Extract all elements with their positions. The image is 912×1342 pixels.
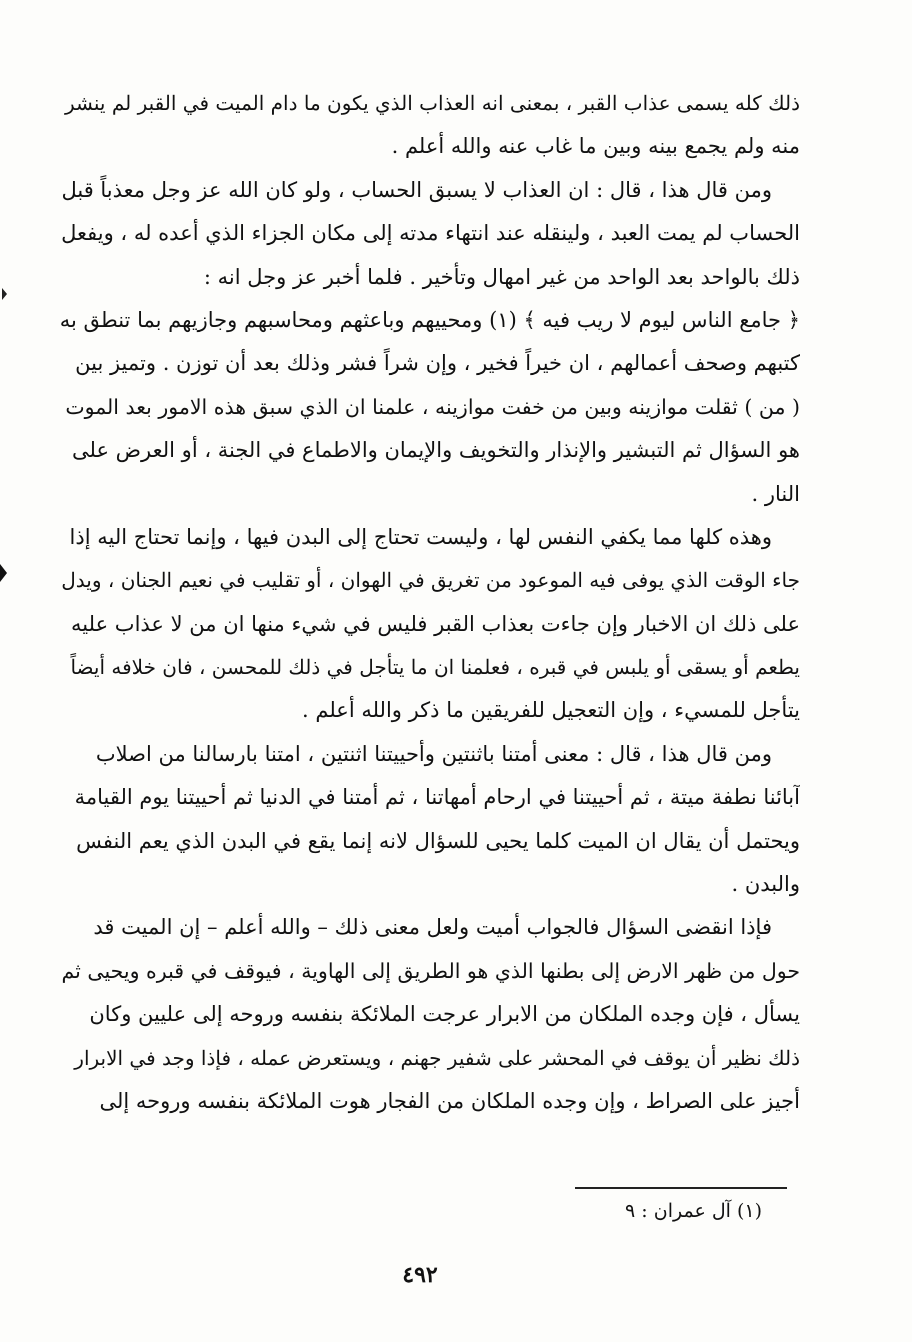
text-line: يتأجل للمسيء ، وإن التعجيل للفريقين ما ذكر والله أعلم .	[302, 698, 800, 723]
text-line: جاء الوقت الذي يوفى فيه الموعود من تغريق في الهوان ، أو تقليب في نعيم الجنان ، ويدل	[61, 568, 800, 593]
text-line: آبائنا نطفة ميتة ، ثم أحييتنا في ارحام أمهاتنا ، ثم أمتنا في الدنيا ثم أحييتنا يوم القيامة	[74, 785, 800, 810]
text-line: كتبهم وصحف أعمالهم ، ان خيراً فخير ، وإن شراً فشر وذلك بعد أن توزن . وتميز بين	[75, 351, 800, 376]
page-number: ٤٩٢	[402, 1262, 438, 1288]
text-line: ﴿ جامع الناس ليوم لا ريب فيه ﴾ (١) ومحييهم وباعثهم ومحاسبهم وجازيهم بما تنطق به	[60, 307, 800, 332]
text-line: ومن قال هذا ، قال : معنى أمتنا باثنتين وأحييتنا اثنتين ، امتنا بارسالنا من اصلاب	[95, 741, 772, 766]
text-line: منه ولم يجمع بينه وبين ما غاب عنه والله أعلم .	[391, 134, 800, 159]
text-line: يطعم أو يسقى أو يلبس في قبره ، فعلمنا ان ما يتأجل في ذلك للمحسن ، فان خلافه أيضاً	[70, 655, 800, 680]
text-line: هو السؤال ثم التبشير والإنذار والتخويف والإيمان والاطماع في الجنة ، أو العرض على	[72, 438, 800, 463]
text-line: ذلك كله يسمى عذاب القبر ، بمعنى انه العذاب الذي يكون ما دام الميت في القبر لم ينشر	[65, 91, 800, 115]
text-line: ذلك بالواحد بعد الواحد من غير امهال وتأخير . فلما أخبر عز وجل انه :	[203, 264, 800, 289]
text-line: يسأل ، فإن وجده الملكان من الابرار عرجت الملائكة بنفسه وروحه إلى عليين وكان	[89, 1002, 800, 1027]
text-line: النار .	[751, 481, 800, 506]
footnote-separator	[575, 1187, 787, 1189]
text-line: حول من ظهر الارض إلى بطنها الذي هو الطريق إلى الهاوية ، فيوقف في قبره ويحيى ثم	[61, 958, 800, 983]
text-line: وهذه كلها مما يكفي النفس لها ، وليست تحتاج إلى البدن فيها ، وإنما تحتاج اليه إذا	[69, 524, 772, 549]
text-line: ويحتمل أن يقال ان الميت كلما يحيى للسؤال لانه إنما يقع في البدن الذي يعم النفس	[76, 828, 800, 853]
text-line: ( من ) ثقلت موازينه وبين من خفت موازينه ، علمنا ان الذي سبق هذه الامور بعد الموت	[65, 394, 800, 419]
text-line: والبدن .	[731, 872, 800, 897]
text-line: على ذلك ان الاخبار وإن جاءت بعذاب القبر فليس في شيء منها ان من لا عذاب عليه	[71, 611, 800, 636]
margin-mark	[2, 288, 7, 300]
text-line: أجيز على الصراط ، وإن وجده الملكان من الفجار هوت الملائكة بنفسه وروحه إلى	[99, 1088, 800, 1113]
text-line: فإذا انقضى السؤال فالجواب أميت ولعل معنى ذلك – والله أعلم – إن الميت قد	[93, 915, 772, 940]
text-line: الحساب لم يمت العبد ، ولينقله عند انتهاء مدته إلى مكان الجزاء الذي أعده له ، ويفعل	[61, 221, 800, 246]
body-text	[60, 82, 800, 1123]
text-line: ومن قال هذا ، قال : ان العذاب لا يسبق الحساب ، ولو كان الله عز وجل معذباً قبل	[61, 177, 772, 202]
text-line: ذلك نظير أن يوقف في المحشر على شفير جهنم ، ويستعرض عمله ، فإذا وجد في الابرار	[74, 1045, 800, 1070]
footnote: (١) آل عمران : ٩	[625, 1200, 762, 1222]
margin-mark	[0, 564, 7, 582]
